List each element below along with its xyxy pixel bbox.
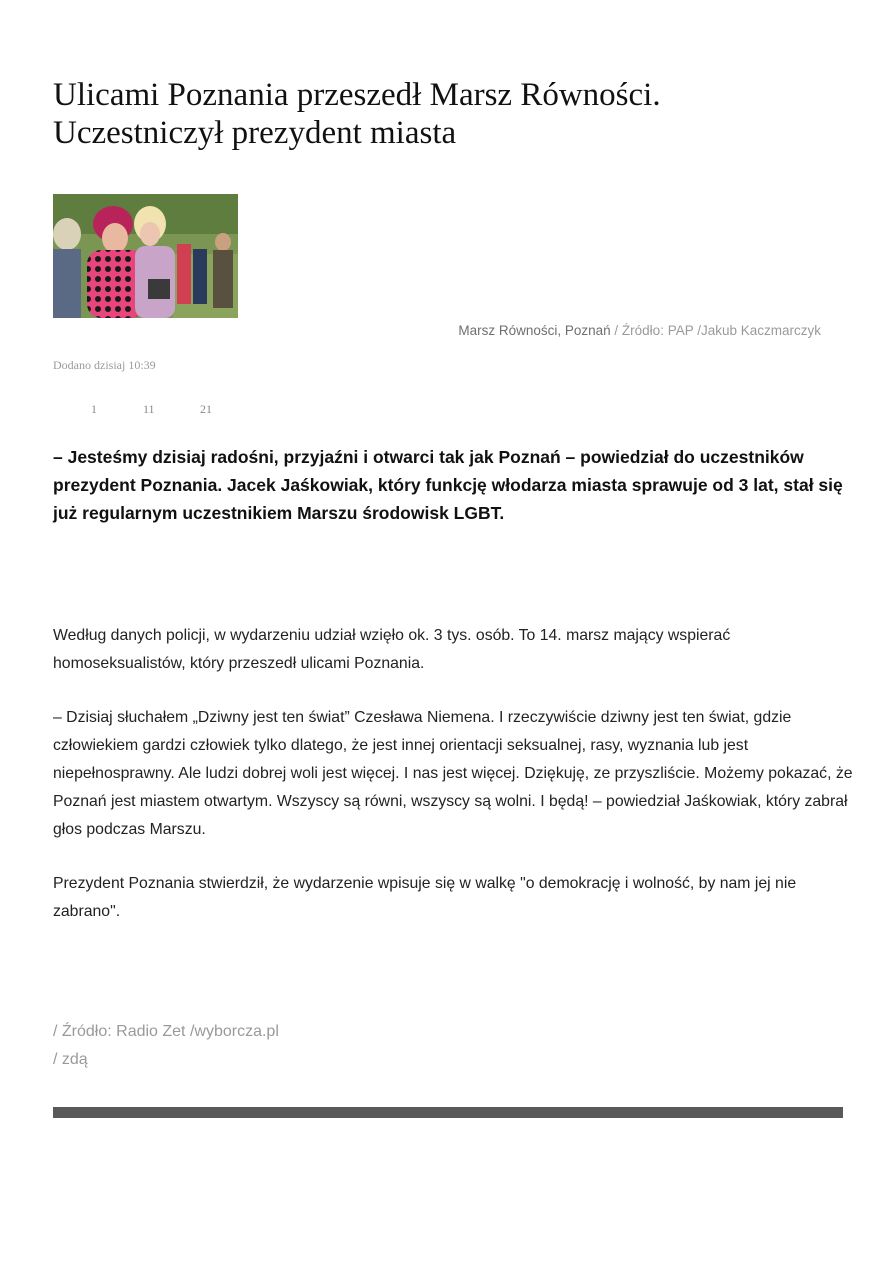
paragraph-1: Według danych policji, w wydarzeniu udział wzięło ok. 3 tys. osób. To 14. marsz mający wspierać homoseksualistów, który przeszedł ulicami Poznania. xyxy=(53,627,731,672)
share-counters xyxy=(53,402,253,420)
article-source xyxy=(53,1018,279,1074)
title-line-1: Ulicami Poznania przeszedł Marsz Równości. xyxy=(53,77,661,113)
counter-2[interactable]: 11 xyxy=(143,402,155,416)
counter-3[interactable]: 21 xyxy=(200,402,212,416)
source-line-1: / Źródło: Radio Zet /wyborcza.pl xyxy=(53,1023,279,1040)
caption-text: Marsz Równości, Poznań xyxy=(458,323,611,338)
article-photo[interactable] xyxy=(53,194,238,318)
footer-divider xyxy=(53,1107,843,1118)
caption-source: / Źródło: PAP /Jakub Kaczmarczyk xyxy=(610,323,821,338)
publish-date: Dodano dzisiaj 10:39 xyxy=(53,358,156,372)
photo-caption xyxy=(458,323,821,338)
title-line-2: Uczestniczył prezydent miasta xyxy=(53,115,457,151)
paragraph-3: Prezydent Poznania stwierdził, że wydarzenie wpisuje się w walkę "o demokrację i wolność, by nam jej nie zabrano". xyxy=(53,875,797,920)
article-title xyxy=(53,76,853,152)
counter-1[interactable]: 1 xyxy=(91,402,97,416)
article-lead: – Jesteśmy dzisiaj radośni, przyjaźni i otwarci tak jak Poznań – powiedział do uczestników prezydent Poznania. Jacek Jaśkowiak, który funkcję włodarza miasta sprawuje od 3 lat, stał się już regularnym uczestnikiem Marszu środowisk LGBT. xyxy=(53,447,843,523)
source-line-2: / zdą xyxy=(53,1051,88,1068)
paragraph-2: – Dzisiaj słuchałem „Dziwny jest ten świat” Czesława Niemena. I rzeczywiście dziwny jest ten świat, gdzie człowiekiem gardzi człowiek tylko dlatego, że jest innej orientacji seksualnej, rasy, wyznania lub jest niepełnosprawny. Ale ludzi dobrej woli jest więcej. I nas jest więcej. Dziękuję, ze przyszliście. Możemy pokazać, że Poznań jest miastem otwartym. Wszyscy są równi, wszyscy są wolni. I będą! – powiedział Jaśkowiak, który zabrał głos podczas Marszu. xyxy=(53,709,853,838)
